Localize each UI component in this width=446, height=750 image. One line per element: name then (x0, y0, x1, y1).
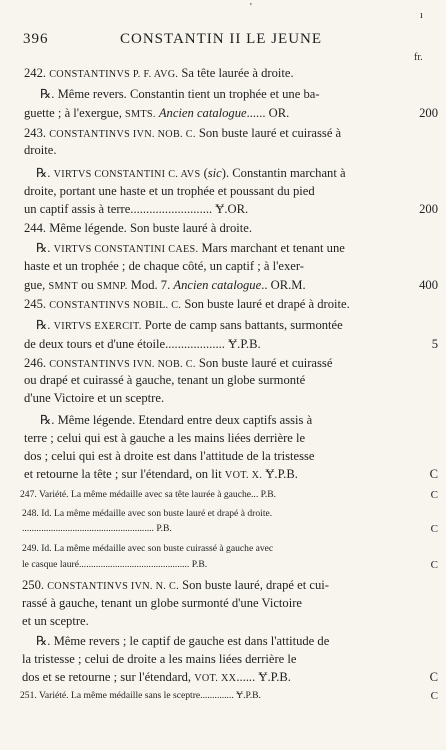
entry-line (24, 391, 416, 405)
entry-text: Mars marchant et tenant une (198, 241, 345, 255)
italic-text: Ancien catalogue (158, 106, 247, 120)
entry-text: ℞. Même revers. Constantin tient un trophée et une ba- (40, 87, 320, 101)
entry-line (36, 166, 420, 182)
entry-text: Ɏ.P.B. (262, 467, 298, 481)
entry-line (22, 522, 394, 536)
entry-text: dos ; celui qui est à droite est dans l'attitude de la tristesse (24, 449, 315, 463)
entry-text: la tristesse ; celui de droite a les mains liées derrière le (22, 652, 297, 666)
entry-text: ℞. (36, 166, 54, 180)
value-column: C (430, 523, 438, 535)
entry-text: 243. (24, 126, 50, 140)
entry-text: un captif assis à terre.......................... Ɏ.OR. (24, 202, 249, 216)
legend-inscription: SMNP. (96, 281, 128, 292)
column-label: fr. (414, 52, 423, 63)
entry-line (40, 413, 428, 427)
value-column: C (429, 670, 438, 684)
entry-text: 247. Variété. La même médaille avec sa tête laurée à gauche... P.B. (20, 489, 277, 500)
legend-inscription: CONSTANTINVS P. F. AVG. (49, 69, 179, 80)
entry-text: 244. Même légende. Son buste lauré à droite. (24, 221, 253, 235)
value-column: 5 (431, 337, 438, 351)
entry-text: dos et se retourne ; sur l'étendard, (22, 670, 195, 684)
entry-text: ℞. (36, 318, 54, 332)
entry-line (22, 542, 414, 556)
entry-line (36, 634, 420, 648)
entry-text: ℞. Même légende. Etendard entre deux captifs assis à (40, 413, 313, 427)
legend-inscription: VIRTVS EXERCIT. (53, 321, 142, 332)
legend-inscription: VIRTVS CONSTANTINI C. AVS (53, 169, 201, 180)
legend-inscription: VOT. XX (194, 673, 237, 684)
entry-line (24, 278, 388, 294)
entry-line (24, 143, 84, 157)
entry-text: Son buste lauré et drapé à droite. (181, 297, 350, 311)
entry-line (24, 373, 416, 387)
entry-text: Son buste lauré, drapé et cui- (178, 578, 329, 592)
entry-text: ou (78, 278, 97, 292)
entry-text: droite. (24, 143, 57, 157)
entry-line (36, 241, 420, 257)
entry-text: 245. (24, 297, 50, 311)
entry-text: .. OR.M. (261, 278, 306, 292)
entry-text: ....................................................... P.B. (22, 523, 172, 534)
entry-line (24, 431, 416, 445)
entry-text: Porte de camp sans battants, surmontée (141, 318, 343, 332)
entry-line (22, 558, 394, 572)
entry-line (24, 449, 416, 463)
page-number: 396 (23, 31, 49, 47)
entry-text: d'une Victoire et un sceptre. (24, 391, 165, 405)
legend-inscription: CONSTANTINVS NOBIL. C. (49, 300, 182, 311)
value-column: C (430, 489, 438, 501)
entry-text: rassé à gauche, tenant un globe surmonté d'une Victoire (22, 596, 303, 610)
entry-text: Son buste lauré et cuirassé à (195, 126, 342, 140)
entry-line (24, 106, 392, 122)
legend-inscription: CONSTANTINVS IVN. NOB. C. (49, 359, 196, 370)
entry-text: 248. Id. La même médaille avec son buste lauré et drapé à droite. (22, 508, 273, 519)
legend-inscription: CONSTANTINVS IVN. N. C. (47, 581, 179, 592)
entry-text: ...... Ɏ.P.B. (236, 670, 291, 684)
entry-text: Son buste lauré et cuirassé (195, 356, 333, 370)
entry-text: terre ; celui qui est à gauche a les mains liées derrière le (24, 431, 306, 445)
entry-text: ℞. (36, 241, 54, 255)
entry-line (24, 126, 416, 142)
entry-line (24, 66, 416, 82)
legend-inscription: SMNT (48, 281, 78, 292)
running-title: CONSTANTIN II LE JEUNE (120, 31, 323, 47)
legend-inscription: SMTS. (125, 109, 156, 120)
entry-line (22, 596, 414, 610)
entry-line (24, 202, 388, 216)
entry-line (36, 318, 420, 334)
entry-text: droite, portant une haste et un trophée et poussant du pied (24, 184, 315, 198)
top-mark: ' (250, 2, 252, 13)
entry-text: ( (200, 166, 208, 180)
entry-line (24, 221, 416, 235)
entry-text: 251. Variété. La même médaille sans le sceptre.............. Ɏ.P.B. (20, 690, 261, 701)
entry-line (24, 259, 416, 273)
entry-text: le casque lauré.............................................. P.B. (22, 559, 208, 570)
entry-line (22, 670, 386, 686)
entry-text: guette ; à l'exergue, (24, 106, 125, 120)
entry-line (22, 614, 414, 628)
entry-text: et un sceptre. (22, 614, 89, 628)
value-column: 200 (419, 202, 438, 216)
entry-line (22, 507, 414, 521)
legend-inscription: CONSTANTINVS IVN. NOB. C. (49, 129, 196, 140)
entry-line (40, 87, 428, 101)
entry-text: gue, (24, 278, 49, 292)
value-column: C (429, 467, 438, 481)
entry-text: 242. (24, 66, 50, 80)
entry-text: haste et un trophée ; de chaque côté, un captif ; à l'exer- (24, 259, 305, 273)
entry-line (24, 184, 416, 198)
entry-text: 246. (24, 356, 50, 370)
entry-text: ). Constantin marchant à (221, 166, 346, 180)
entry-text: ou drapé et cuirassé à gauche, tenant un globe surmonté (24, 373, 306, 387)
entry-text: 249. Id. La même médaille avec son buste cuirassé à gauche avec (22, 543, 274, 554)
italic-text: Ancien catalogue (173, 278, 262, 292)
value-column: C (430, 690, 438, 702)
entry-text: Mod. 7. (127, 278, 174, 292)
entry-line (20, 689, 392, 703)
entry-text: et retourne la tête ; sur l'étendard, on lit (24, 467, 225, 481)
entry-line (24, 297, 416, 313)
legend-inscription: VIRTVS CONSTANTINI CAES. (53, 244, 199, 255)
entry-line (20, 488, 392, 502)
value-column: C (430, 559, 438, 571)
entry-line (22, 578, 414, 594)
entry-line (22, 652, 414, 666)
corner-mark: ı (420, 10, 423, 21)
entry-text: ℞. Même revers ; le captif de gauche est dans l'attitude de (36, 634, 330, 648)
entry-text: ...... OR. (246, 106, 290, 120)
entry-line (24, 467, 388, 483)
entry-text: 250. (22, 578, 48, 592)
entry-line (24, 356, 416, 372)
entry-text: de deux tours et d'une étoile................... Ɏ.P.B. (24, 337, 261, 351)
value-column: 400 (419, 278, 438, 292)
value-column: 200 (419, 106, 438, 120)
italic-text: sic (207, 166, 222, 180)
entry-text: Sa tête laurée à droite. (178, 66, 294, 80)
legend-inscription: VOT. X. (224, 470, 263, 481)
entry-line (24, 337, 388, 351)
